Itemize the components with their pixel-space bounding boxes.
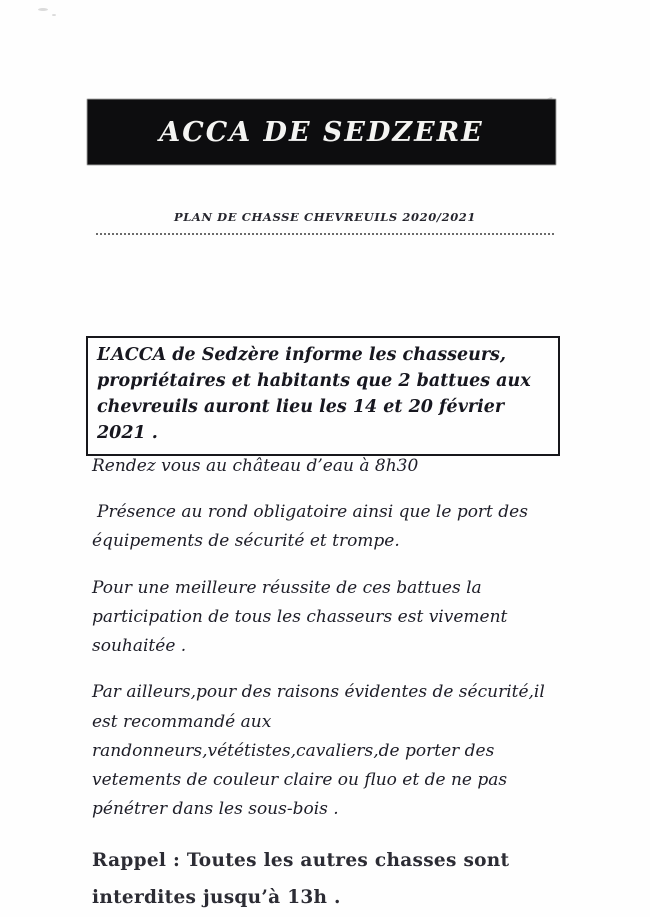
- title-banner: [88, 100, 555, 164]
- dotted-rule: [96, 233, 554, 235]
- paragraph-securite: Par ailleurs,pour des raisons évidentes de sécurité,il est recommandé aux randonneurs,vététistes,cavaliers,de porter des vetements de couleur claire ou fluo et de ne pas pénétrer dans les sous-bois .: [92, 682, 545, 820]
- subtitle-section: [0, 210, 650, 235]
- paragraph-presence: Présence au rond obligatoire ainsi que le port des équipements de sécurité et trompe.: [92, 502, 528, 552]
- paragraph-participation: Pour une meilleure réussite de ces battues la participation de tous les chasseurs est vivement souhaitée .: [92, 577, 508, 657]
- banner-title: ACCA DE SEDZERE: [159, 116, 484, 148]
- paragraph-rendezvous: Rendez vous au château d’eau à 8h30: [92, 456, 419, 476]
- paragraph-rappel: Rappel : Toutes les autres chasses sont interdites jusqu’à 13h .: [92, 849, 510, 908]
- notice-box: [86, 336, 560, 456]
- scan-artifact: [38, 8, 48, 11]
- body-text: [92, 452, 557, 917]
- scan-artifact: [52, 14, 56, 16]
- document-subtitle: PLAN DE CHASSE CHEVREUILS 2020/2021: [173, 210, 477, 224]
- notice-text: L’ACCA de Sedzère informe les chasseurs, propriétaires et habitants que 2 battues aux chevreuils auront lieu les 14 et 20 février 2021 .: [97, 345, 531, 443]
